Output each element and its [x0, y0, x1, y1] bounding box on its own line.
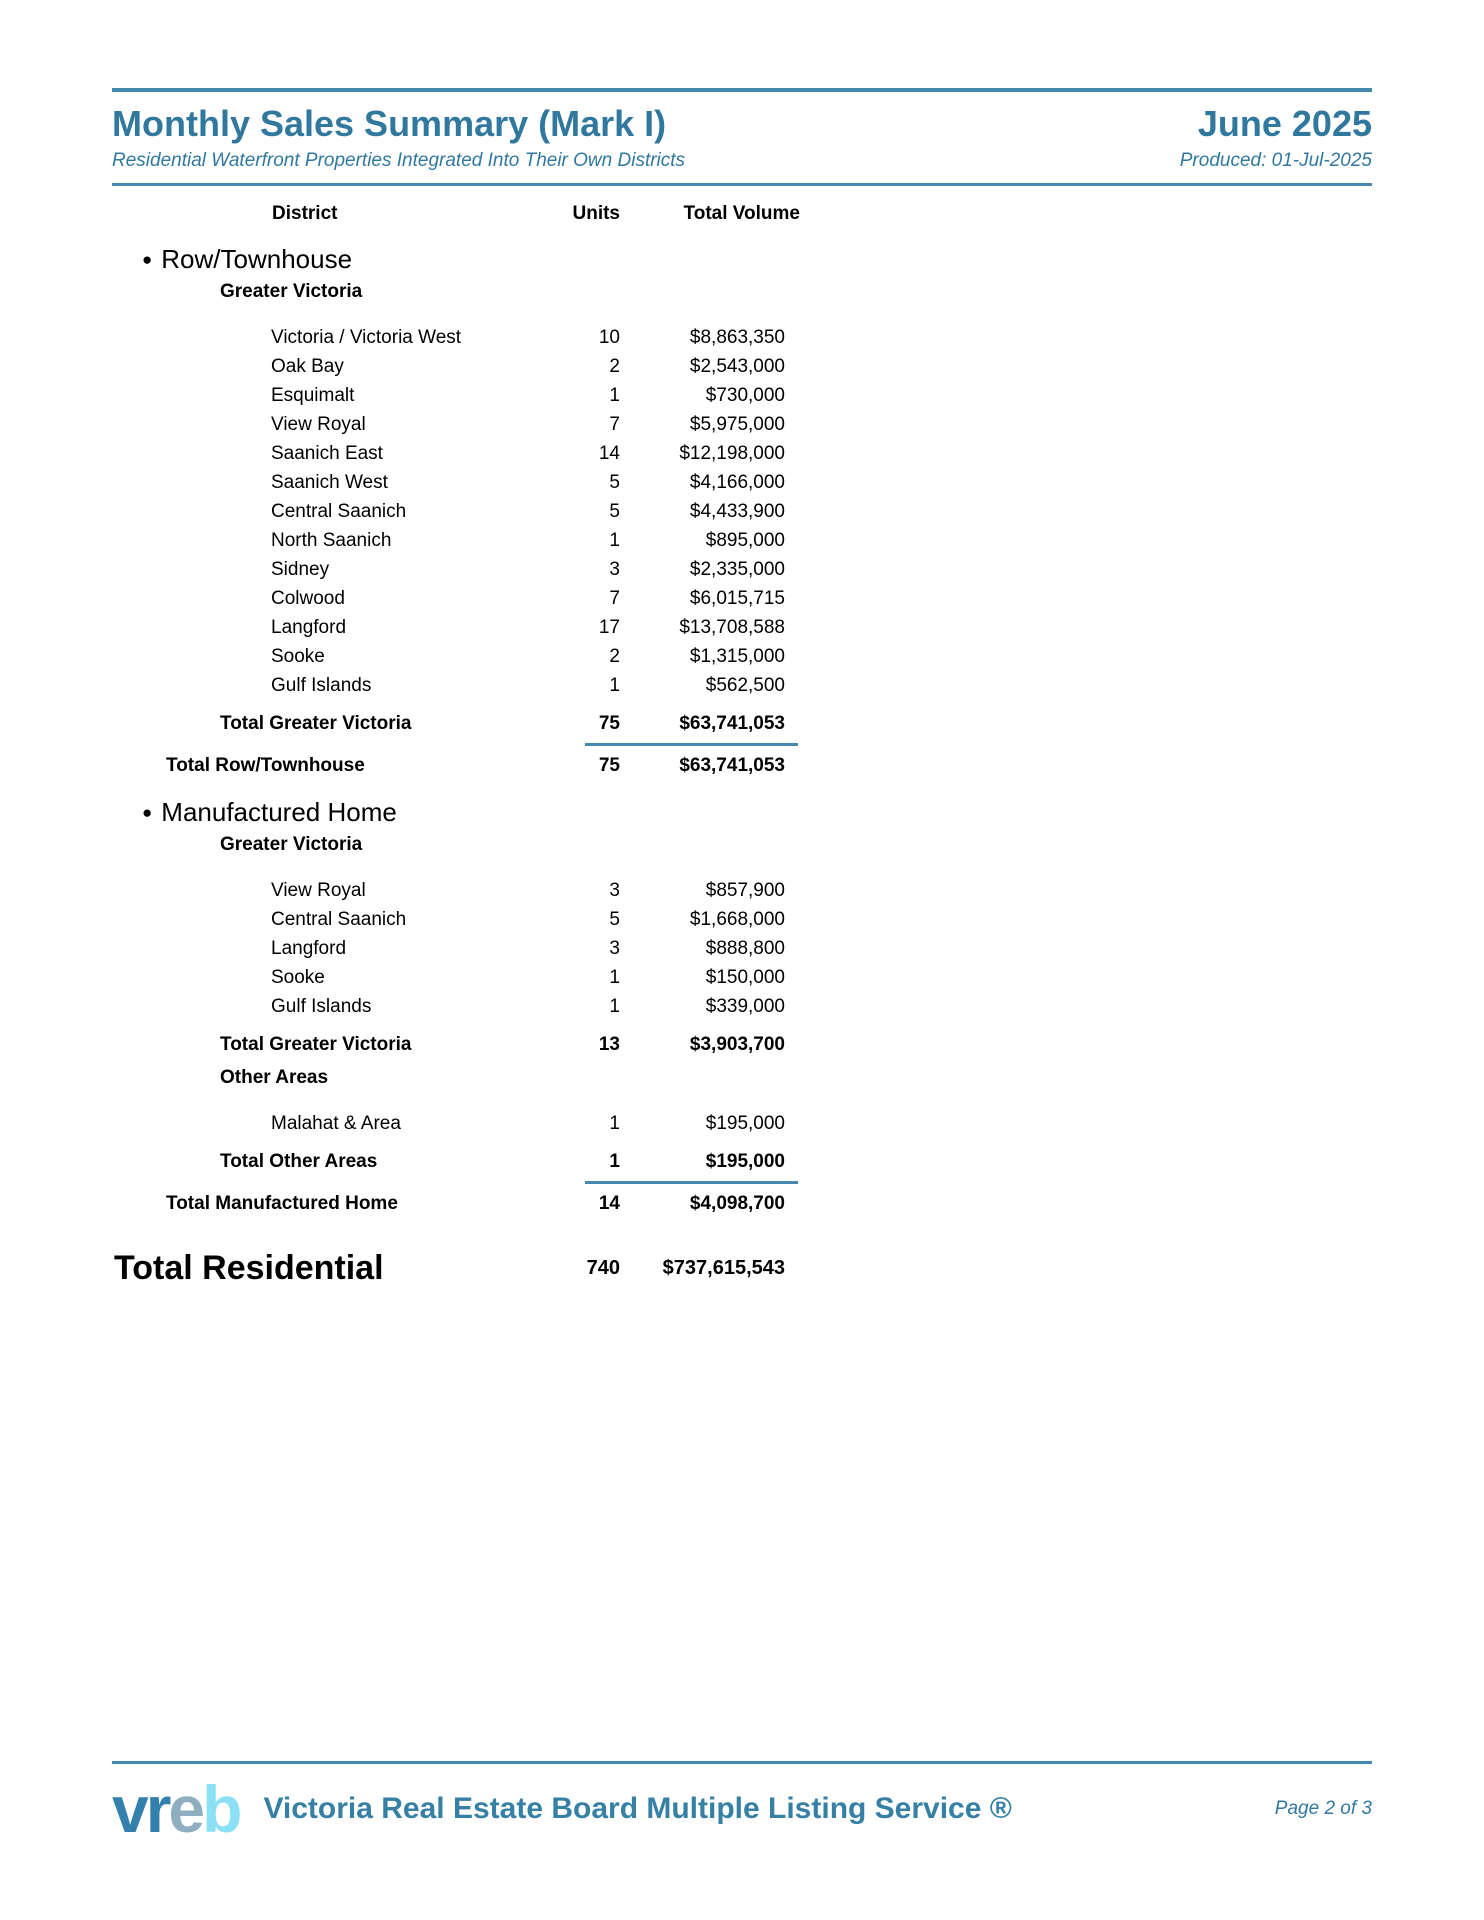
group-total-row-volume: $63,741,053	[679, 713, 785, 734]
group-total-row	[112, 1147, 1372, 1177]
section-total-row-units: 14	[598, 1193, 620, 1214]
section-total-row-units: 75	[598, 755, 620, 776]
district-row-units: 1	[609, 1113, 620, 1134]
district-row-volume: $895,000	[705, 530, 785, 551]
column-header-district: District	[272, 203, 338, 224]
district-row-label: Colwood	[271, 588, 345, 609]
district-row	[112, 497, 1372, 526]
group-total-row-label: Total Other Areas	[220, 1151, 378, 1172]
district-row-label: Esquimalt	[271, 385, 355, 406]
section-title	[112, 797, 1372, 827]
footer-rule	[112, 1761, 1372, 1764]
district-row-volume: $150,000	[705, 967, 785, 988]
district-row-label: Saanich East	[271, 443, 383, 464]
page-title: Monthly Sales Summary (Mark I)	[112, 103, 667, 144]
district-row	[112, 613, 1372, 642]
district-row-volume: $4,433,900	[689, 501, 785, 522]
district-row	[112, 555, 1372, 584]
section-total-row	[112, 751, 1372, 781]
district-row	[112, 323, 1372, 352]
district-row-label: Saanich West	[271, 472, 388, 493]
district-row-volume: $12,198,000	[679, 443, 785, 464]
district-row-units: 1	[609, 530, 620, 551]
district-row-volume: $562,500	[705, 675, 785, 696]
district-row-units: 10	[598, 327, 620, 348]
district-row-units: 7	[609, 414, 620, 435]
group-total-row-units: 13	[598, 1034, 620, 1055]
group-header: Greater Victoria	[220, 281, 363, 302]
district-row	[112, 526, 1372, 555]
district-row-volume: $2,335,000	[689, 559, 785, 580]
district-row-volume: $4,166,000	[689, 472, 785, 493]
header-rule-top	[112, 88, 1372, 92]
group-total-row-label: Total Greater Victoria	[220, 713, 412, 734]
district-row-label: Gulf Islands	[271, 675, 372, 696]
district-row-label: Central Saanich	[271, 909, 407, 930]
district-row-volume: $339,000	[705, 996, 785, 1017]
district-row-units: 3	[609, 559, 620, 580]
district-row-label: Oak Bay	[271, 356, 344, 377]
district-row-units: 5	[609, 472, 620, 493]
district-row-volume: $888,800	[705, 938, 785, 959]
district-row	[112, 934, 1372, 963]
district-row-label: Sooke	[271, 646, 325, 667]
grand-total-row-volume: $737,615,543	[662, 1257, 785, 1279]
district-row	[112, 642, 1372, 671]
district-row-units: 1	[609, 996, 620, 1017]
district-row-volume: $13,708,588	[679, 617, 785, 638]
district-row-label: Sidney	[271, 559, 330, 580]
district-row-units: 14	[598, 443, 620, 464]
district-row-label: View Royal	[271, 414, 366, 435]
district-row-volume: $195,000	[705, 1113, 785, 1134]
district-row-units: 2	[609, 356, 620, 377]
subtitle-row	[112, 148, 1372, 174]
district-row-units: 3	[609, 880, 620, 901]
section-total-row-label: Total Row/Townhouse	[166, 755, 365, 776]
district-row	[112, 876, 1372, 905]
group-header: Greater Victoria	[220, 834, 363, 855]
district-row-volume: $857,900	[705, 880, 785, 901]
footer-row	[112, 1772, 1372, 1846]
footer-board-name: Victoria Real Estate Board Multiple Listing Service ®	[263, 1792, 1012, 1825]
subtotal-rule	[585, 1181, 798, 1184]
report-header	[112, 88, 1372, 228]
district-rows	[112, 876, 1372, 1021]
district-row	[112, 381, 1372, 410]
section-name: Row/Townhouse	[161, 244, 353, 274]
column-header-total-volume: Total Volume	[683, 203, 800, 224]
vreb-logo	[112, 1772, 240, 1846]
district-row-volume: $1,668,000	[689, 909, 785, 930]
vreb-logo-b: b	[202, 1772, 240, 1846]
section-total-row-volume: $63,741,053	[679, 755, 785, 776]
district-row-volume: $2,543,000	[689, 356, 785, 377]
header-rule-bottom	[112, 183, 1372, 186]
district-row-label: North Saanich	[271, 530, 392, 551]
district-row-units: 1	[609, 675, 620, 696]
section-total-row-volume: $4,098,700	[689, 1193, 785, 1214]
district-row-volume: $1,315,000	[689, 646, 785, 667]
district-row-label: Gulf Islands	[271, 996, 372, 1017]
bullet-icon: ●	[142, 803, 153, 822]
grand-total-row-label: Total Residential	[114, 1249, 384, 1287]
group-total-row-volume: $3,903,700	[689, 1034, 785, 1055]
district-row-units: 1	[609, 967, 620, 988]
district-row-label: View Royal	[271, 880, 366, 901]
district-row-label: Central Saanich	[271, 501, 407, 522]
district-row-volume: $8,863,350	[689, 327, 785, 348]
grand-total-row-units: 740	[586, 1257, 620, 1279]
district-row-label: Malahat & Area	[271, 1113, 401, 1134]
section-total-row-label: Total Manufactured Home	[166, 1193, 398, 1214]
district-row-volume: $5,975,000	[689, 414, 785, 435]
column-header-row	[112, 199, 1372, 228]
report-body	[112, 244, 1372, 1291]
vreb-logo-vr: vr	[112, 1772, 169, 1846]
vreb-logo-e: e	[168, 1772, 203, 1846]
report-footer	[112, 1761, 1372, 1846]
group-total-row	[112, 1030, 1372, 1060]
report-subtitle: Residential Waterfront Properties Integrated Into Their Own Districts	[112, 150, 686, 171]
district-row	[112, 468, 1372, 497]
district-row-units: 7	[609, 588, 620, 609]
report-period: June 2025	[1197, 103, 1372, 144]
district-row-volume: $730,000	[705, 385, 785, 406]
section-title	[112, 244, 1372, 274]
district-row-label: Sooke	[271, 967, 325, 988]
district-row-units: 1	[609, 385, 620, 406]
district-rows	[112, 323, 1372, 700]
group-total-row-units: 75	[598, 713, 620, 734]
district-row	[112, 992, 1372, 1021]
page-number: Page 2 of 3	[1274, 1798, 1372, 1819]
group-total-row-volume: $195,000	[705, 1151, 785, 1172]
section-total-row	[112, 1189, 1372, 1219]
district-row-units: 5	[609, 501, 620, 522]
district-row-volume: $6,015,715	[689, 588, 785, 609]
district-row	[112, 963, 1372, 992]
district-row	[112, 905, 1372, 934]
district-row	[112, 1109, 1372, 1138]
district-row-units: 3	[609, 938, 620, 959]
column-header-units: Units	[572, 203, 620, 224]
grand-total-row	[112, 1245, 1372, 1291]
group-header: Other Areas	[220, 1067, 329, 1088]
bullet-icon: ●	[142, 250, 153, 269]
group-total-row-label: Total Greater Victoria	[220, 1034, 412, 1055]
title-row	[112, 102, 1372, 146]
district-row-label: Langford	[271, 617, 347, 638]
district-row	[112, 439, 1372, 468]
section-name: Manufactured Home	[161, 797, 397, 827]
group-total-row-units: 1	[609, 1151, 620, 1172]
district-row	[112, 671, 1372, 700]
district-row	[112, 410, 1372, 439]
district-row	[112, 352, 1372, 381]
district-row-units: 17	[598, 617, 620, 638]
produced-date: Produced: 01-Jul-2025	[1179, 150, 1372, 171]
district-row-label: Victoria / Victoria West	[271, 327, 462, 348]
district-row-label: Langford	[271, 938, 347, 959]
subtotal-rule	[585, 743, 798, 746]
group-total-row	[112, 709, 1372, 739]
district-rows	[112, 1109, 1372, 1138]
district-row-units: 2	[609, 646, 620, 667]
district-row-units: 5	[609, 909, 620, 930]
district-row	[112, 584, 1372, 613]
